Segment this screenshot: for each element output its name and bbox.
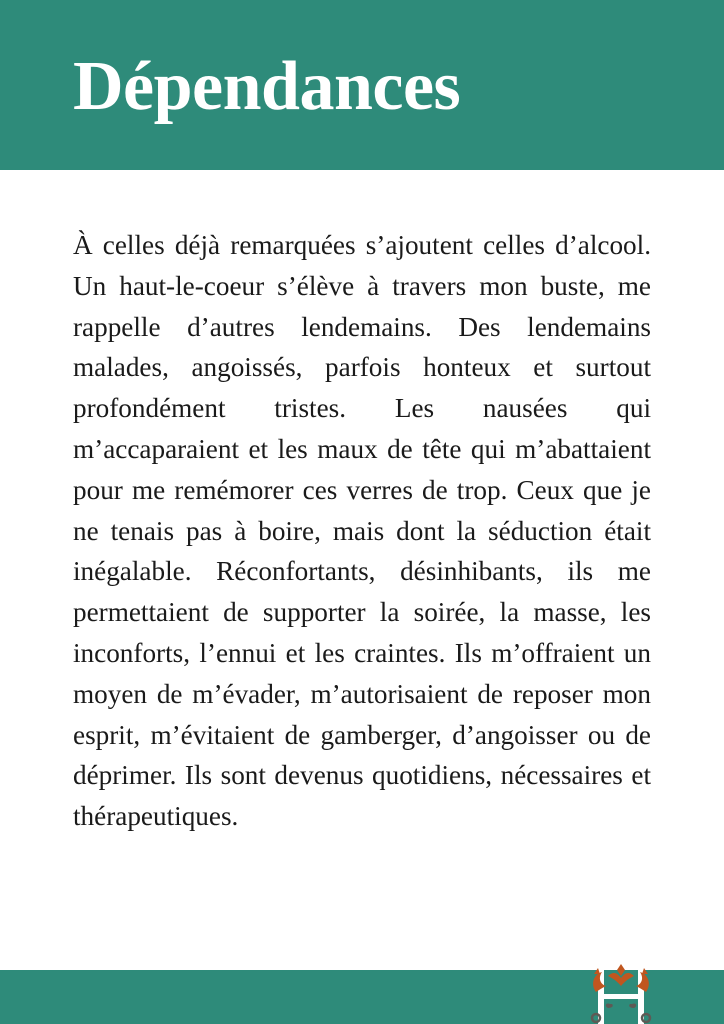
page-title: Dépendances (73, 48, 461, 125)
header-band (0, 0, 724, 170)
body-paragraph: À celles déjà remarquées s’ajoutent celles d’alcool. Un haut-le-coeur s’élève à travers mon buste, me rappelle d’autres lendemains. Des lendemains malades, angoissés, parfois honteux et surtout profondément tristes. Les nausées qui m’accaparaient et les maux de tête qui m’abattaient pour me remémorer ces verres de trop. Ceux que je ne tenais pas à boire, mais dont la séduction était inégalable. Réconfortants, désinhibants, ils me permettaient de supporter la soirée, la masse, les inconforts, l’ennui et les craintes. Ils m’offraient un moyen de m’évader, m’autorisaient de reposer mon esprit, m’évitaient de gamberger, d’angoisser ou de déprimer. Ils sont devenus quotidiens, nécessaires et thérapeutiques. (73, 230, 651, 832)
ornamental-h-logo-icon (588, 962, 654, 1024)
